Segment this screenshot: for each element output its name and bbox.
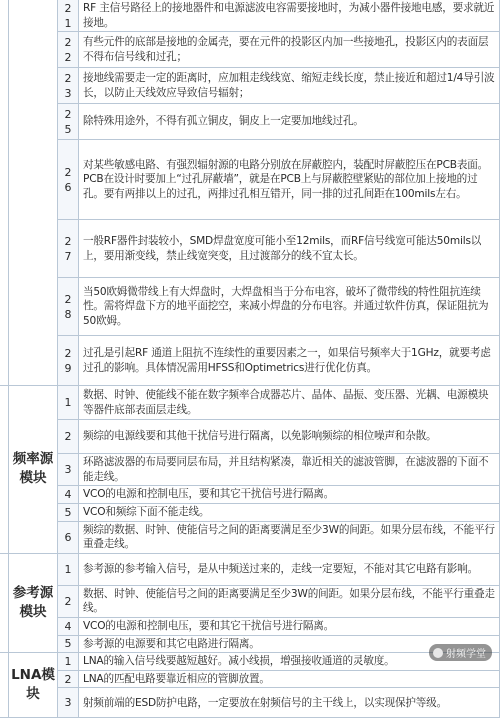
- table-row: [0, 503, 500, 521]
- row-text: 频综的数据、时钟、使能信号之间的距离要满足至少3W的间距。如果分层布线，不能平行重叠走线。: [79, 521, 500, 553]
- row-text: 一般RF器件封装较小，SMD焊盘宽度可能小至12mils，而RF信号线宽可能达50mils以上，要用渐变线，禁止线宽突变，且过渡部分的线不宜太长。: [79, 220, 500, 278]
- table-row: [0, 140, 500, 220]
- row-number: 5: [58, 503, 79, 521]
- table-row: [0, 0, 500, 32]
- table-row: [0, 486, 500, 504]
- row-number: 3: [58, 688, 79, 718]
- table-row: [0, 454, 500, 486]
- section-title: 频率源模块: [9, 386, 58, 554]
- table-row: [0, 670, 500, 688]
- row-text: LNA的输入信号线要越短越好。减小线损，增强接收通道的灵敏度。: [79, 653, 500, 671]
- watermark-badge: [429, 644, 492, 661]
- row-number: 4: [58, 486, 79, 504]
- row-number: 2 1: [58, 0, 79, 32]
- table-row: [0, 653, 500, 671]
- row-number: 1: [58, 553, 79, 585]
- row-text: 数据、时钟、使能线不能在数字频率合成器芯片、晶体、晶振、变压器、光耦、电源模块等器件底部表面层走线。: [79, 386, 500, 420]
- row-text: 除特殊用途外，不得有孤立铜皮，铜皮上一定要加地线过孔。: [79, 104, 500, 140]
- blank-cell: [0, 653, 9, 718]
- row-text: 参考源的参考输入信号，是从中频送过来的，走线一定要短，不能对其它电路有影响。: [79, 553, 500, 585]
- blank-cell: [0, 386, 9, 554]
- table-row: [0, 617, 500, 635]
- row-number: 2: [58, 670, 79, 688]
- row-number: 2 8: [58, 278, 79, 336]
- table-row: [0, 521, 500, 553]
- row-number: 2: [58, 420, 79, 454]
- row-text: 参考源的电源要和其它电路进行隔离。: [79, 635, 500, 653]
- row-number: 2: [58, 585, 79, 617]
- row-text: 过孔是引起RF 通道上阻抗不连续性的重要因素之一，如果信号频率大于1GHz，就要考虑过孔的影响。具体情况需用HFSS和Optimetrics进行优化仿真。: [79, 336, 500, 386]
- row-number: 1: [58, 653, 79, 671]
- section-cell: [9, 0, 58, 386]
- blank-cell: [0, 0, 9, 386]
- row-text: RF 主信号路径上的接地器件和电源滤波电容需要接地时，为减小器件接地电感，要求就近接地。: [79, 0, 500, 32]
- row-number: 4: [58, 617, 79, 635]
- row-number: 1: [58, 386, 79, 420]
- row-text: VCO的电源和控制电压，要和其它干扰信号进行隔离。: [79, 617, 500, 635]
- table-row: [0, 688, 500, 718]
- table-row: [0, 386, 500, 420]
- blank-cell: [0, 553, 9, 652]
- row-text: 数据、时钟、使能信号之间的距离要满足至少3W的间距。如果分层布线，不能平行重叠走线。: [79, 585, 500, 617]
- row-number: 2 3: [58, 68, 79, 104]
- section-title: LNA模块: [9, 653, 58, 718]
- row-text: LNA的匹配电路要靠近相应的管脚放置。: [79, 670, 500, 688]
- section-title: 参考源模块: [9, 553, 58, 652]
- table-row: [0, 635, 500, 653]
- table-row: [0, 336, 500, 386]
- table-row: [0, 104, 500, 140]
- table-row: [0, 68, 500, 104]
- row-number: 2 9: [58, 336, 79, 386]
- table-row: [0, 32, 500, 68]
- table-row: [0, 278, 500, 336]
- row-text: 射频前端的ESD防护电路，一定要放在射频信号的主干线上，以实现保护等级。: [79, 688, 500, 718]
- table-row: [0, 553, 500, 585]
- watermark-text: 射频学堂: [446, 649, 486, 660]
- wechat-icon: [433, 648, 443, 658]
- row-number: 2 6: [58, 140, 79, 220]
- row-number: 6: [58, 521, 79, 553]
- table-row: [0, 420, 500, 454]
- table-row: [0, 585, 500, 617]
- row-text: 接地线需要走一定的距离时，应加粗走线线宽、缩短走线长度，禁止接近和超过1/4导引波长，以防止天线效应导致信号辐射；: [79, 68, 500, 104]
- row-text: 有些元件的底部是接地的金属壳，要在元件的投影区内加一些接地孔，投影区内的表面层不得布信号线和过孔；: [79, 32, 500, 68]
- row-text: 当50欧姆微带线上有大焊盘时，大焊盘相当于分布电容，破坏了微带线的特性阻抗连续性。需将焊盘下方的地平面挖空，来减小焊盘的分布电容。并通过软件仿真，保证阻抗为50欧姆。: [79, 278, 500, 336]
- row-text: VCO的电源和控制电压，要和其它干扰信号进行隔离。: [79, 486, 500, 504]
- row-number: 5: [58, 635, 79, 653]
- row-number: 2 7: [58, 220, 79, 278]
- row-text: VCO和频综下面不能走线。: [79, 503, 500, 521]
- table-row: [0, 220, 500, 278]
- row-number: 3: [58, 454, 79, 486]
- row-text: 对某些敏感电路、有强烈辐射源的电路分别放在屏蔽腔内，装配时屏蔽腔压在PCB表面。PCB在设计时要加上“过孔屏蔽墙”，就是在PCB上与屏蔽腔壁紧贴的部位加上接地的过孔。要有两排以上的过孔，两排过孔相互错开，同一排的过孔间距在100mils左右。: [79, 140, 500, 220]
- row-text: 频综的电源线要和其他干扰信号进行隔离，以免影响频综的相位噪声和杂散。: [79, 420, 500, 454]
- row-number: 2 5: [58, 104, 79, 140]
- row-number: 2 2: [58, 32, 79, 68]
- row-text: 环路滤波器的布局要同层布局，并且结构紧凑，靠近相关的滤波管脚，在滤波器的下面不能走线。: [79, 454, 500, 486]
